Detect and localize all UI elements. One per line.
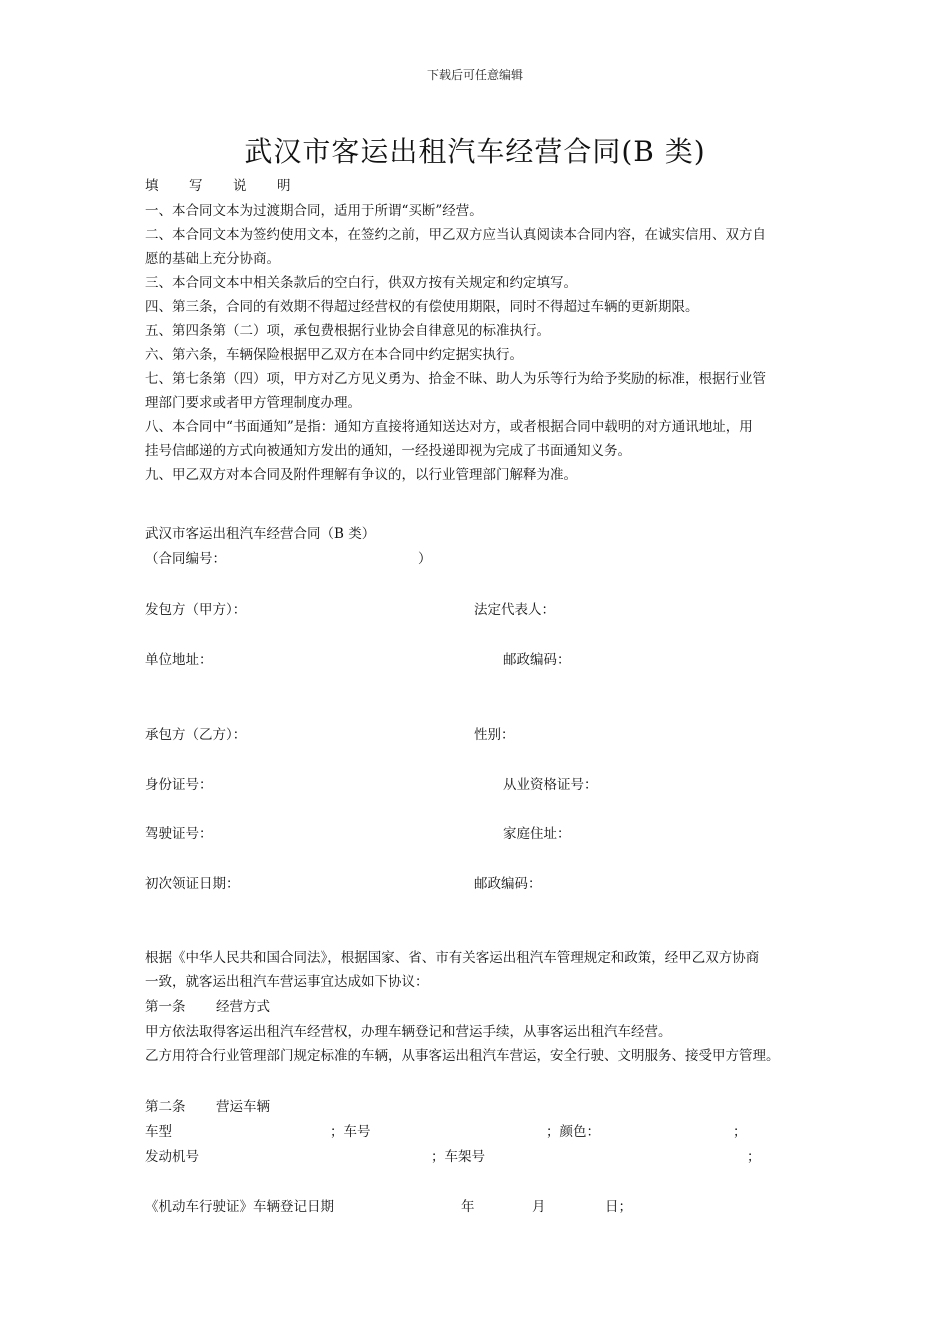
instruction-item: 挂号信邮递的方式向被通知方发出的通知，一经投递即视为完成了书面通知义务。: [145, 443, 631, 459]
instruction-item: 五、第四条第（二）项，承包费根据行业协会自律意见的标准执行。: [145, 323, 550, 339]
contract-name: 武汉市客运出租汽车经营合同（B 类）: [145, 526, 376, 542]
article-2-number: 第二条: [145, 1099, 186, 1115]
frame-number-end: ；: [747, 1149, 761, 1165]
party-b-home-label: 家庭住址：: [503, 826, 571, 842]
instruction-item: 四、第三条，合同的有效期不得超过经营权的有偿使用期限，同时不得超过车辆的更新期限。: [145, 299, 699, 315]
instruction-item: 三、本合同文本中相关条款后的空白行，供双方按有关规定和约定填写。: [145, 275, 577, 291]
page-header: 下载后可任意编辑: [426, 68, 523, 82]
instruction-item: 七、第七条第（四）项，甲方对乙方见义勇为、拾金不昧、助人为乐等行为给予奖励的标准，根据行业管: [145, 371, 766, 387]
party-b-label: 承包方（乙方）：: [145, 727, 247, 743]
registration-year-label: 年: [461, 1199, 475, 1215]
instruction-item: 八、本合同中“书面通知”是指：通知方直接将通知送达对方，或者根据合同中载明的对方通讯地址，用: [145, 419, 753, 435]
party-a-address-label: 单位地址：: [145, 652, 213, 668]
party-b-gender-label: 性别：: [474, 727, 515, 743]
instructions-list: [145, 199, 766, 487]
plate-number-label: ；车号: [330, 1124, 371, 1140]
heading-char: 明: [277, 178, 291, 194]
party-b-postcode-label: 邮政编码：: [474, 876, 542, 892]
registration-day-label: 日；: [605, 1199, 632, 1215]
instruction-item: 二、本合同文本为签约使用文本，在签约之前，甲乙双方应当认真阅读本合同内容，在诚实信用、双方自: [145, 227, 766, 243]
instructions-heading: [145, 174, 321, 198]
vehicle-model-label: 车型: [145, 1124, 172, 1140]
article-1-title: 经营方式: [216, 999, 270, 1015]
party-b-license-label: 驾驶证号：: [145, 826, 213, 842]
party-a-postcode-label: 邮政编码：: [503, 652, 571, 668]
party-a-rep-label: 法定代表人：: [474, 602, 555, 618]
color-end: ；: [733, 1124, 747, 1140]
frame-number-label: ；车架号: [431, 1149, 485, 1165]
instruction-item: 九、甲乙双方对本合同及附件理解有争议的，以行业管理部门解释为准。: [145, 467, 577, 483]
contract-number-close: ）: [418, 551, 432, 567]
heading-char: 说: [233, 178, 247, 194]
contract-number-label: （合同编号：: [145, 551, 226, 567]
instruction-item: 理部门要求或者甲方管理制度办理。: [145, 395, 361, 411]
party-b-qualification-label: 从业资格证号：: [503, 777, 598, 793]
document-title: 武汉市客运出租汽车经营合同(B 类): [244, 135, 706, 168]
registration-date-label: 《机动车行驶证》车辆登记日期: [145, 1199, 334, 1215]
party-b-id-label: 身份证号：: [145, 777, 213, 793]
instruction-item: 愿的基础上充分协商。: [145, 251, 280, 267]
heading-char: 写: [189, 178, 203, 194]
heading-char: 填: [145, 178, 159, 194]
instruction-item: 六、第六条，车辆保险根据甲乙双方在本合同中约定据实执行。: [145, 347, 523, 363]
registration-month-label: 月: [532, 1199, 546, 1215]
article-1-line: 甲方依法取得客运出租汽车经营权，办理车辆登记和营运手续，从事客运出租汽车经营。: [145, 1024, 672, 1040]
instruction-item: 一、本合同文本为过渡期合同，适用于所谓“买断”经营。: [145, 203, 483, 219]
article-2-title: 营运车辆: [216, 1099, 270, 1115]
article-1-body: [145, 1020, 780, 1068]
preamble: [145, 946, 759, 994]
article-1-line: 乙方用符合行业管理部门规定标准的车辆，从事客运出租汽车营运，安全行驶、文明服务、接受甲方管理。: [145, 1048, 780, 1064]
engine-number-label: 发动机号: [145, 1149, 199, 1165]
party-b-first-date-label: 初次领证日期：: [145, 876, 240, 892]
preamble-line: 一致，就客运出租汽车营运事宜达成如下协议：: [145, 974, 429, 990]
article-1-number: 第一条: [145, 999, 186, 1015]
preamble-line: 根据《中华人民共和国合同法》，根据国家、省、市有关客运出租汽车管理规定和政策，经甲乙双方协商: [145, 950, 760, 966]
color-label: ；颜色：: [546, 1124, 600, 1140]
party-a-label: 发包方（甲方）：: [145, 602, 247, 618]
